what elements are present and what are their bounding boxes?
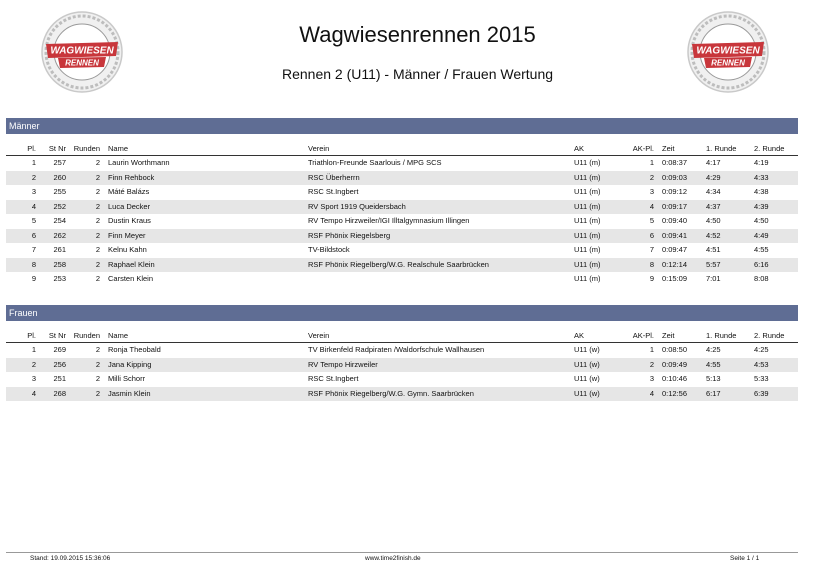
cell-runde1: 4:25 [706, 345, 721, 354]
cell-zeit: 0:09:40 [662, 216, 688, 225]
cell-runde2: 4:49 [754, 229, 798, 244]
col-header-runde2: 2. Runde [754, 142, 798, 156]
cell-runde1: 4:55 [706, 358, 754, 373]
cell-stnr: 262 [36, 229, 66, 244]
cell-stnr: 258 [36, 258, 66, 273]
cell-runde1: 4:34 [706, 187, 721, 196]
cell-runde2: 4:38 [754, 187, 769, 196]
table-row [6, 156, 798, 171]
cell-ak: U11 (w) [574, 374, 600, 383]
cell-zeit: 0:09:17 [654, 200, 706, 215]
cell-verein: TV-Bildstock [308, 245, 350, 254]
results-table-frauen [6, 329, 798, 401]
cell-runden: 2 [95, 374, 100, 383]
cell-akpl: 9 [649, 274, 654, 283]
cell-akpl: 3 [649, 374, 654, 383]
cell-pl: 9 [31, 274, 36, 283]
cell-pl: 2 [6, 171, 36, 186]
page-title: Wagwiesenrennen 2015 [299, 22, 536, 47]
cell-name: Finn Meyer [100, 229, 308, 244]
col-header-runde1: 1. Runde [706, 142, 754, 156]
cell-akpl: 4 [618, 200, 654, 215]
cell-ak: U11 (m) [574, 158, 601, 167]
cell-ak: U11 (m) [574, 245, 601, 254]
footer-timestamp: Stand: 19.09.2015 15:36:06 [30, 555, 111, 562]
table-row [6, 343, 798, 358]
cell-runde2: 4:50 [754, 216, 769, 225]
cell-pl: 3 [31, 374, 36, 383]
cell-runde1: 4:29 [706, 171, 754, 186]
cell-runde2: 4:25 [754, 345, 769, 354]
col-header-verein: Verein [308, 329, 574, 343]
cell-runde1: 5:13 [706, 374, 721, 383]
cell-runde1: 4:51 [706, 245, 721, 254]
cell-stnr: 255 [53, 187, 66, 196]
cell-runde2: 5:33 [754, 374, 769, 383]
cell-stnr: 256 [36, 358, 66, 373]
cell-runden: 2 [95, 187, 100, 196]
cell-name: Jasmin Klein [100, 387, 308, 402]
cell-verein: RSF Phönix Riegelsberg [308, 229, 574, 244]
section-maenner [6, 118, 798, 287]
cell-stnr: 254 [53, 216, 66, 225]
cell-zeit: 0:09:49 [654, 358, 706, 373]
cell-akpl: 5 [649, 216, 654, 225]
cell-runde2: 6:16 [754, 258, 798, 273]
cell-verein: RV Tempo Hirzweiler/IGI Illtalgymnasium Illingen [308, 216, 470, 225]
cell-pl: 6 [6, 229, 36, 244]
cell-runde2: 4:53 [754, 358, 798, 373]
cell-zeit: 0:09:03 [654, 171, 706, 186]
cell-zeit: 0:12:14 [654, 258, 706, 273]
cell-ak: U11 (m) [574, 274, 601, 283]
col-header-pl: Pl. [6, 142, 36, 156]
cell-pl: 4 [6, 200, 36, 215]
cell-runden: 2 [95, 216, 100, 225]
col-header-akpl: AK-Pl. [618, 329, 654, 343]
cell-runden: 2 [95, 245, 100, 254]
cell-ak: U11 (m) [574, 229, 618, 244]
col-header-name: Name [100, 329, 308, 343]
cell-runde1: 4:37 [706, 200, 754, 215]
table-row [6, 200, 798, 215]
cell-name: Jana Kipping [100, 358, 308, 373]
table-row [6, 229, 798, 244]
section-header-frauen: Frauen [6, 305, 798, 321]
cell-runde2: 8:08 [754, 274, 769, 283]
cell-pl: 4 [6, 387, 36, 402]
cell-name: Ronja Theobald [108, 345, 161, 354]
cell-verein: Triathlon-Freunde Saarlouis / MPG SCS [308, 158, 442, 167]
cell-verein [308, 272, 574, 287]
cell-ak: U11 (w) [574, 345, 600, 354]
table-row [6, 171, 798, 186]
col-header-verein: Verein [308, 142, 574, 156]
table-row [6, 243, 798, 258]
cell-stnr: 252 [36, 200, 66, 215]
cell-zeit: 0:15:09 [662, 274, 688, 283]
table-header-row [6, 142, 798, 156]
cell-pl: 1 [31, 345, 36, 354]
cell-runde2: 4:55 [754, 245, 769, 254]
col-header-runden: Runden [66, 142, 100, 156]
cell-pl: 5 [31, 216, 36, 225]
cell-ak: U11 (m) [574, 171, 618, 186]
cell-ak: U11 (m) [574, 187, 601, 196]
cell-verein: RSF Phönix Riegelberg/W.G. Realschule Saarbrücken [308, 258, 574, 273]
cell-name: Luca Decker [100, 200, 308, 215]
results-body-frauen [6, 343, 798, 402]
page-subtitle: Rennen 2 (U11) - Männer / Frauen Wertung [281, 66, 554, 82]
cell-runde1: 4:52 [706, 229, 754, 244]
cell-runde2: 6:39 [754, 387, 798, 402]
cell-verein: RV Tempo Hirzweiler [308, 358, 574, 373]
cell-name: Dustin Kraus [108, 216, 151, 225]
cell-verein: RSC Überherrn [308, 171, 574, 186]
table-row [6, 185, 798, 200]
logo-bottom-text: RENNEN [711, 58, 745, 68]
cell-verein: RSC St.Ingbert [308, 374, 359, 383]
cell-runden: 2 [95, 345, 100, 354]
cell-stnr: 257 [53, 158, 66, 167]
table-row [6, 358, 798, 373]
cell-akpl: 2 [618, 358, 654, 373]
cell-ak: U11 (m) [574, 258, 618, 273]
cell-runden: 2 [95, 158, 100, 167]
section-header-maenner: Männer [6, 118, 798, 134]
cell-name: Laurin Worthmann [108, 158, 170, 167]
cell-runden: 2 [66, 200, 100, 215]
cell-runde2: 4:19 [754, 158, 769, 167]
col-header-pl: Pl. [6, 329, 36, 343]
cell-runde1: 5:57 [706, 258, 754, 273]
cell-ak: U11 (m) [574, 216, 601, 225]
col-header-stnr: St Nr [36, 329, 66, 343]
col-header-runde1: 1. Runde [706, 329, 754, 343]
cell-runden: 2 [66, 387, 100, 402]
col-header-stnr: St Nr [36, 142, 66, 156]
col-header-ak: AK [574, 329, 618, 343]
cell-pl: 3 [31, 187, 36, 196]
cell-runden: 2 [95, 274, 100, 283]
col-header-runden: Runden [66, 329, 100, 343]
results-table-maenner [6, 142, 798, 287]
cell-pl: 2 [6, 358, 36, 373]
cell-akpl: 6 [618, 229, 654, 244]
cell-ak: U11 (w) [574, 387, 618, 402]
cell-name: Máté Balázs [108, 187, 150, 196]
cell-ak: U11 (w) [574, 358, 618, 373]
cell-name: Raphael Klein [100, 258, 308, 273]
cell-name: Finn Rehbock [100, 171, 308, 186]
logo-top-text: WAGWIESEN [50, 45, 114, 57]
cell-pl: 1 [31, 158, 36, 167]
table-header-row [6, 329, 798, 343]
col-header-zeit: Zeit [654, 329, 706, 343]
cell-stnr: 269 [53, 345, 66, 354]
table-row [6, 258, 798, 273]
cell-runden: 2 [66, 258, 100, 273]
logo-bottom-text: RENNEN [65, 58, 99, 68]
cell-akpl: 8 [618, 258, 654, 273]
cell-akpl: 4 [618, 387, 654, 402]
cell-stnr: 268 [36, 387, 66, 402]
cell-runden: 2 [66, 358, 100, 373]
cell-zeit: 0:09:41 [654, 229, 706, 244]
cell-stnr: 261 [53, 245, 66, 254]
cell-zeit: 0:08:37 [662, 158, 688, 167]
col-header-name: Name [100, 142, 308, 156]
footer-page-number: Seite 1 / 1 [730, 555, 760, 562]
cell-verein: RV Sport 1919 Queidersbach [308, 200, 574, 215]
section-frauen [6, 305, 798, 401]
cell-runde1: 4:17 [706, 158, 721, 167]
col-header-akpl: AK-Pl. [618, 142, 654, 156]
table-row [6, 372, 798, 387]
cell-name: Milli Schorr [108, 374, 146, 383]
cell-zeit: 0:10:46 [662, 374, 688, 383]
table-row [6, 387, 798, 402]
col-header-ak: AK [574, 142, 618, 156]
cell-runde1: 7:01 [706, 274, 721, 283]
results-body-maenner [6, 156, 798, 287]
cell-verein: RSF Phönix Riegelberg/W.G. Gymn. Saarbrücken [308, 387, 574, 402]
cell-stnr: 251 [53, 374, 66, 383]
cell-runde1: 4:50 [706, 216, 721, 225]
cell-pl: 8 [6, 258, 36, 273]
cell-verein: TV Birkenfeld Radpiraten /Waldorfschule Wallhausen [308, 345, 485, 354]
cell-runde2: 4:39 [754, 200, 798, 215]
cell-runde2: 4:33 [754, 171, 798, 186]
cell-runden: 2 [66, 171, 100, 186]
cell-pl: 7 [31, 245, 36, 254]
logo-top-text: WAGWIESEN [696, 45, 760, 57]
col-header-zeit: Zeit [654, 142, 706, 156]
footer-divider [6, 552, 798, 553]
table-row [6, 214, 798, 229]
cell-akpl: 1 [649, 158, 654, 167]
cell-stnr: 253 [53, 274, 66, 283]
cell-zeit: 0:09:12 [662, 187, 688, 196]
cell-ak: U11 (m) [574, 200, 618, 215]
cell-akpl: 1 [649, 345, 654, 354]
cell-verein: RSC St.Ingbert [308, 187, 359, 196]
cell-runden: 2 [66, 229, 100, 244]
cell-zeit: 0:09:47 [662, 245, 688, 254]
col-header-runde2: 2. Runde [754, 329, 798, 343]
cell-runde1: 6:17 [706, 387, 754, 402]
footer-website: www.time2finish.de [365, 555, 421, 562]
cell-zeit: 0:12:56 [654, 387, 706, 402]
cell-akpl: 7 [649, 245, 654, 254]
cell-akpl: 2 [618, 171, 654, 186]
cell-name: Carsten Klein [108, 274, 154, 283]
cell-stnr: 260 [36, 171, 66, 186]
cell-akpl: 3 [649, 187, 654, 196]
cell-zeit: 0:08:50 [662, 345, 688, 354]
cell-name: Kelnu Kahn [108, 245, 147, 254]
table-row [6, 272, 798, 287]
